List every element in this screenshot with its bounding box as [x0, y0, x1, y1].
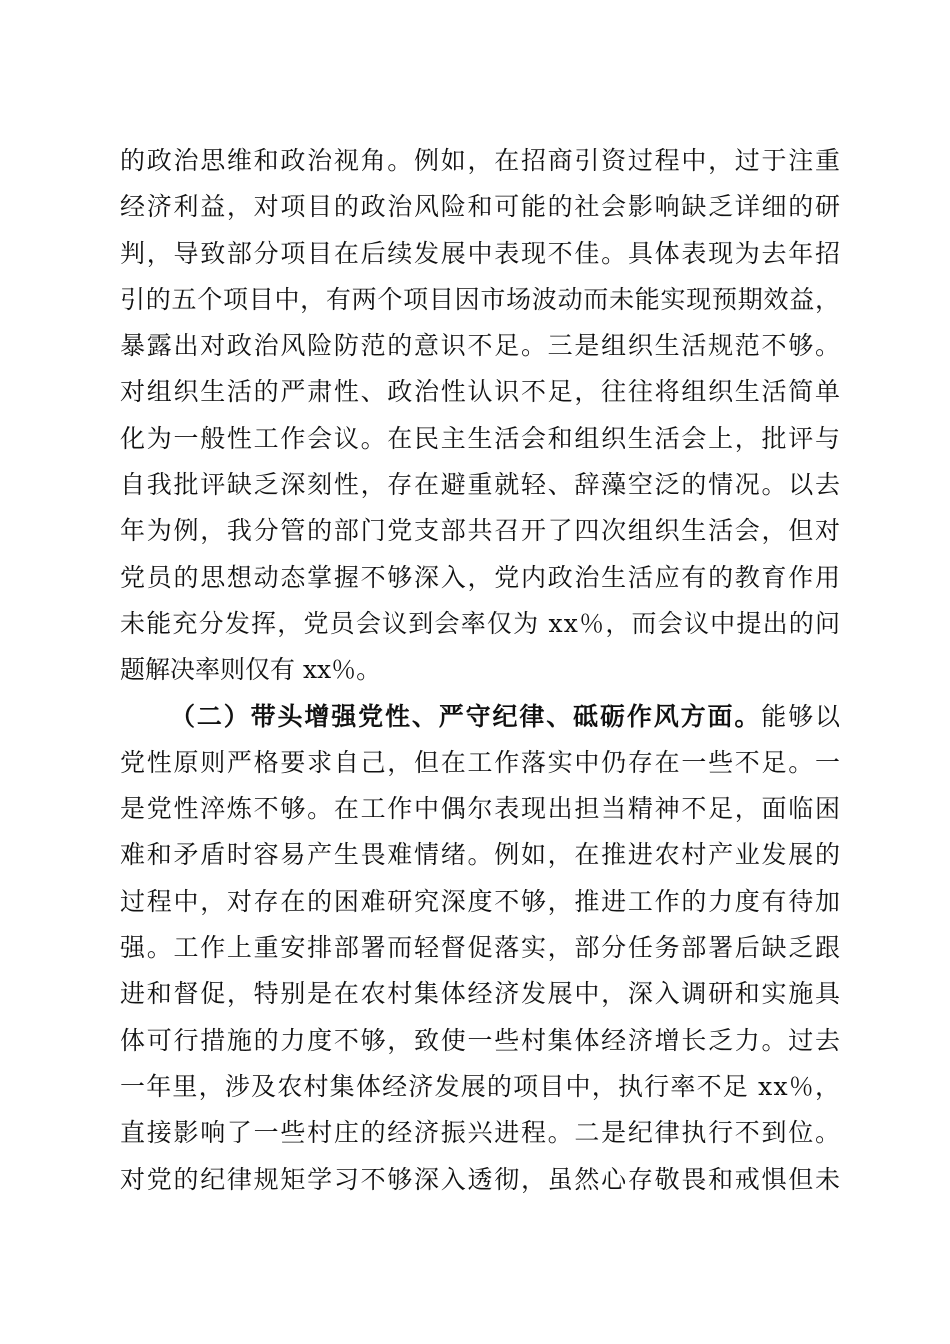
text-line [120, 832, 840, 878]
text-line-content: 是党性淬炼不够。在工作中偶尔表现出担当精神不足，面临困 [120, 794, 842, 824]
text-line [120, 1157, 840, 1203]
text-line [120, 138, 840, 184]
text-line-content: 对组织生活的严肃性、政治性认识不足，往往将组织生活简单 [120, 377, 842, 407]
text-line [120, 369, 840, 415]
text-line [120, 231, 840, 277]
text-line-content: 党性原则严格要求自己，但在工作落实中仍存在一些不足。一 [120, 747, 842, 777]
text-line-content: 一年里，涉及农村集体经济发展的项目中，执行率不足 xx％， [120, 1071, 842, 1101]
text-line [120, 601, 840, 647]
text-line [120, 277, 840, 323]
text-line [120, 971, 840, 1017]
text-line-content: 进和督促，特别是在农村集体经济发展中，深入调研和实施具 [120, 979, 842, 1009]
text-line-content: 未能充分发挥，党员会议到会率仅为 xx％，而会议中提出的问 [120, 608, 842, 638]
text-line-content: 自我批评缺乏深刻性，存在避重就轻、辞藻空泛的情况。以去 [120, 470, 842, 500]
text-line [120, 925, 840, 971]
text-line [120, 740, 840, 786]
section-heading-line [120, 694, 840, 740]
text-line [120, 184, 840, 230]
text-line [120, 323, 840, 369]
text-line-content: 经济利益，对项目的政治风险和可能的社会影响缺乏详细的研 [120, 192, 842, 222]
text-line-content: 化为一般性工作会议。在民主生活会和组织生活会上，批评与 [120, 423, 842, 453]
text-line [120, 647, 840, 693]
text-line-content: 过程中，对存在的困难研究深度不够，推进工作的力度有待加 [120, 886, 842, 916]
text-line [120, 416, 840, 462]
document-body [120, 138, 840, 1203]
section-heading: （二）带头增强党性、严守纪律、砥砺作风方面。 [170, 701, 762, 731]
text-line-content: 党员的思想动态掌握不够深入，党内政治生活应有的教育作用 [120, 562, 842, 592]
text-line-content: 年为例，我分管的部门党支部共召开了四次组织生活会，但对 [120, 516, 842, 546]
text-line-content: 判，导致部分项目在后续发展中表现不佳。具体表现为去年招 [120, 238, 842, 268]
text-line [120, 1018, 840, 1064]
text-line [120, 1064, 840, 1110]
text-line [120, 462, 840, 508]
text-line-content: 难和矛盾时容易产生畏难情绪。例如，在推进农村产业发展的 [120, 840, 842, 870]
text-line [120, 879, 840, 925]
text-line-content: 强。工作上重安排部署而轻督促落实，部分任务部署后缺乏跟 [120, 933, 842, 963]
text-line [120, 555, 840, 601]
text-line-content: 的政治思维和政治视角。例如，在招商引资过程中，过于注重 [120, 146, 842, 175]
text-line-content: 体可行措施的力度不够，致使一些村集体经济增长乏力。过去 [120, 1025, 842, 1055]
text-line [120, 508, 840, 554]
text-line [120, 1110, 840, 1156]
text-line-content: 对党的纪律规矩学习不够深入透彻，虽然心存敬畏和戒惧但未 [120, 1164, 842, 1194]
text-line-content: 题解决率则仅有 xx％。 [120, 655, 382, 685]
text-line [120, 786, 840, 832]
text-line-content: 暴露出对政治风险防范的意识不足。三是组织生活规范不够。 [120, 331, 842, 361]
text-line-content: 直接影响了一些村庄的经济振兴进程。二是纪律执行不到位。 [120, 1118, 842, 1148]
text-line-content: 引的五个项目中，有两个项目因市场波动而未能实现预期效益， [120, 284, 841, 314]
section-intro-text: 能够以 [761, 701, 842, 731]
